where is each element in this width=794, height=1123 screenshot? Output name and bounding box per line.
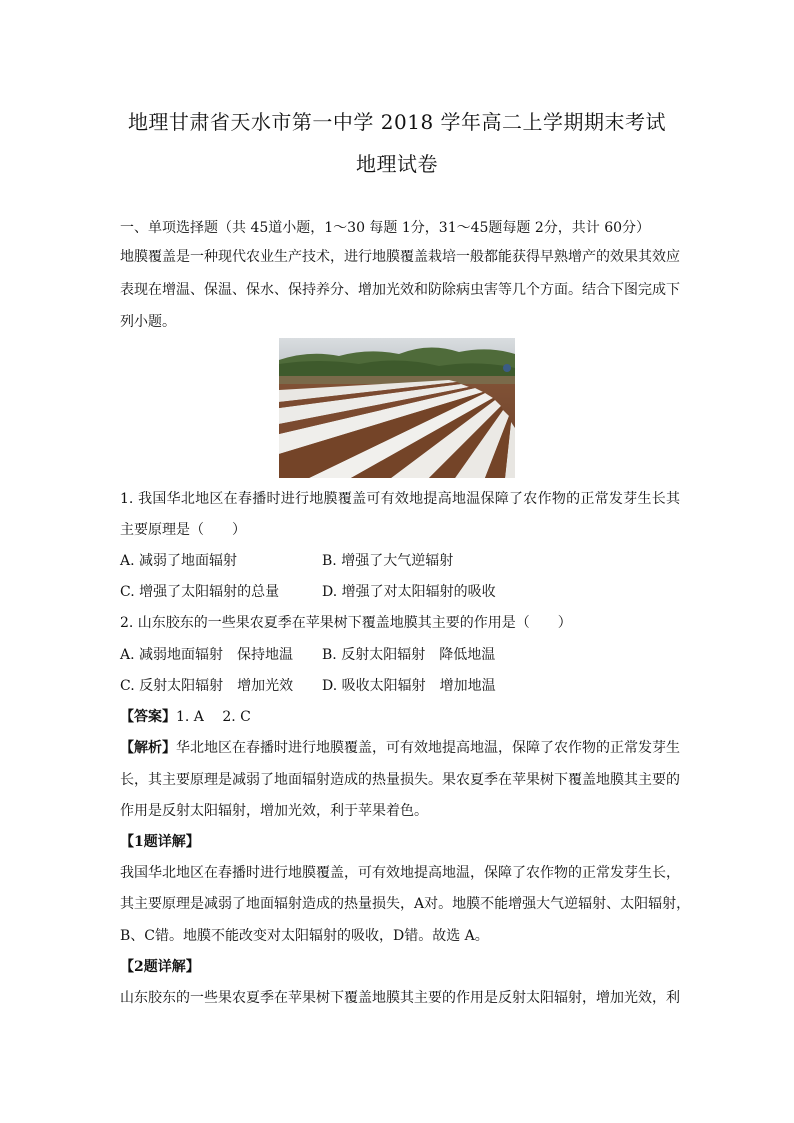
q2-option-c: C. 反射太阳辐射 增加光效 xyxy=(120,678,294,694)
q1-option-b: B. 增强了大气逆辐射 xyxy=(322,553,454,569)
q2-option-a: A. 减弱地面辐射 保持地温 xyxy=(120,647,294,663)
analysis-label: 【解析】 xyxy=(120,740,176,756)
answer-text: 1. A 2. C xyxy=(176,709,251,725)
question-2-stem: 2. 山东胶东的一些果农夏季在苹果树下覆盖地膜其主要的作用是（ ） xyxy=(120,615,572,631)
q1-option-a: A. 减弱了地面辐射 xyxy=(120,553,238,569)
detail-1-line: 我国华北地区在春播时进行地膜覆盖，可有效地提高地温，保障了农作物的正常发芽生长， xyxy=(120,865,680,881)
document-title: 地理甘肃省天水市第一中学 2018 学年高二上学期期末考试 xyxy=(127,110,667,134)
intro-line: 表现在增温、保温、保水、保持养分、增加光效和防除病虫害等几个方面。结合下图完成下 xyxy=(120,282,680,298)
analysis-text: 华北地区在春播时进行地膜覆盖，可有效地提高地温，保障了农作物的正常发芽生 xyxy=(176,740,680,756)
answer-label: 【答案】 xyxy=(120,709,176,725)
answer-line xyxy=(120,707,680,727)
q1-option-d: D. 增强了对太阳辐射的吸收 xyxy=(322,584,496,600)
document-subtitle: 地理试卷 xyxy=(356,152,438,176)
question-1-stem: 主要原理是（ ） xyxy=(120,522,246,538)
intro-line: 列小题。 xyxy=(120,314,176,330)
detail-1-label: 【1题详解】 xyxy=(120,834,200,850)
section-heading: 一、单项选择题（共 45道小题，1～30 每题 1分，31～45题每题 2分，共计 60分） xyxy=(120,220,651,236)
question-1-stem: 1. 我国华北地区在春播时进行地膜覆盖可有效地提高地温保障了农作物的正常发芽生长其 xyxy=(120,491,680,507)
analysis-line: 长，其主要原理是减弱了地面辐射造成的热量损失。果农夏季在苹果树下覆盖地膜其主要的 xyxy=(120,772,680,788)
analysis-line: 作用是反射太阳辐射，增加光效，利于苹果着色。 xyxy=(120,803,428,819)
detail-2-label: 【2题详解】 xyxy=(120,959,200,975)
detail-1-line: B、C错。地膜不能改变对太阳辐射的吸收，D错。故选 A。 xyxy=(120,928,489,944)
q1-option-c: C. 增强了太阳辐射的总量 xyxy=(120,584,280,600)
detail-1-line: 其主要原理是减弱了地面辐射造成的热量损失，A对。地膜不能增强大气逆辐射、太阳辐射， xyxy=(120,896,691,912)
intro-line: 地膜覆盖是一种现代农业生产技术，进行地膜覆盖栽培一般都能获得早熟增产的效果其效应 xyxy=(120,249,680,265)
q2-option-b: B. 反射太阳辐射 降低地温 xyxy=(322,647,496,663)
mulch-field-photo xyxy=(279,338,515,478)
analysis-line xyxy=(120,738,680,758)
detail-2-line: 山东胶东的一些果农夏季在苹果树下覆盖地膜其主要的作用是反射太阳辐射，增加光效，利 xyxy=(120,990,680,1006)
q2-option-d: D. 吸收太阳辐射 增加地温 xyxy=(322,678,496,694)
